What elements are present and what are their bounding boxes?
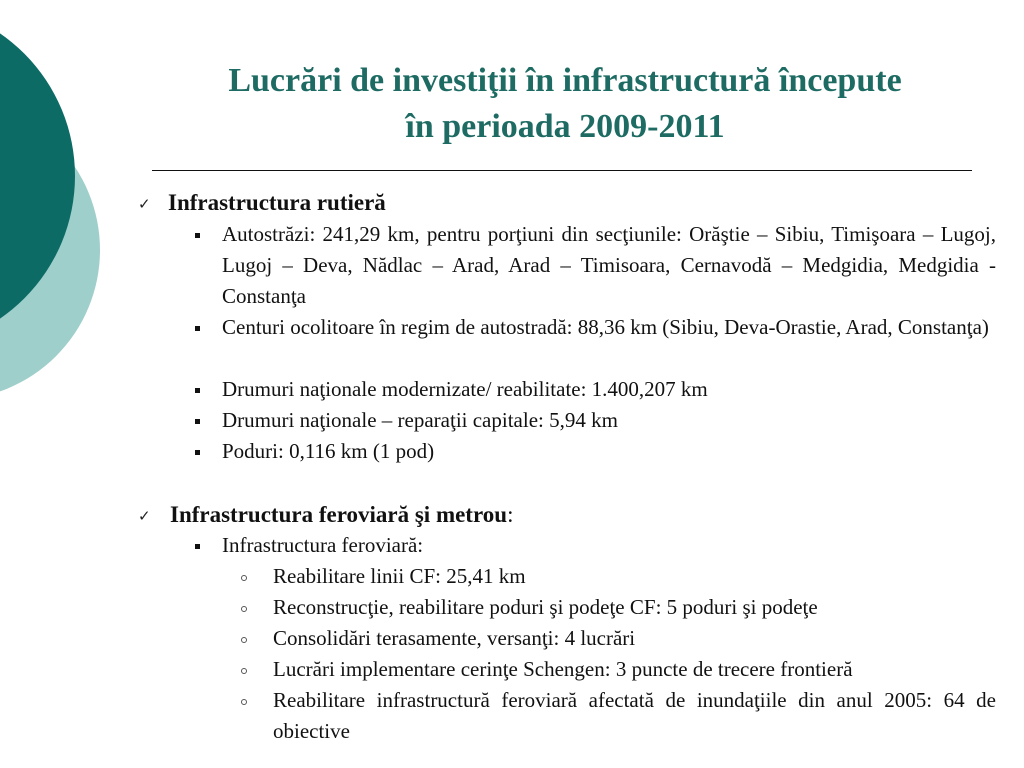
sub-list-item: Consolidări terasamente, versanţi: 4 lucrări — [273, 626, 636, 650]
circle-bullet-icon — [241, 699, 247, 705]
square-bullet-icon — [195, 388, 200, 393]
circle-bullet-icon — [241, 606, 247, 612]
list-item: Centuri ocolitoare în regim de autostradă: 88,36 km (Sibiu, Deva-Orastie, Arad, Constanţa) — [222, 315, 989, 339]
title-line-2: în perioada 2009-2011 — [405, 108, 725, 145]
title-line-1: Lucrări de investiţii în infrastructură începute — [228, 62, 902, 99]
list-item: Drumuri naţionale modernizate/ reabilitate: 1.400,207 km — [222, 377, 708, 401]
sub-list-item: Reabilitare infrastructură feroviară afectată de inundaţiile din anul 2005: 64 de obiective — [273, 688, 996, 743]
section-heading-road: Infrastructura rutieră — [168, 190, 386, 215]
square-bullet-icon — [195, 326, 200, 331]
checkmark-icon: ✓ — [138, 195, 151, 213]
square-bullet-icon — [195, 544, 200, 549]
title-divider — [152, 170, 972, 171]
square-bullet-icon — [195, 419, 200, 424]
section-heading-colon: : — [507, 502, 514, 527]
section-heading-rail-text: Infrastructura feroviară şi metrou — [170, 502, 508, 527]
checkmark-icon: ✓ — [138, 507, 151, 525]
sub-list-item: Reabilitare linii CF: 25,41 km — [273, 564, 526, 588]
section-heading-rail — [170, 502, 513, 528]
circle-bullet-icon — [241, 575, 247, 581]
circle-bullet-icon — [241, 668, 247, 674]
list-item: Poduri: 0,116 km (1 pod) — [222, 439, 435, 463]
slide-title — [150, 58, 980, 150]
list-item: Drumuri naţionale – reparaţii capitale: 5,94 km — [222, 408, 618, 432]
circle-bullet-icon — [241, 637, 247, 643]
sub-list-item: Reconstrucţie, reabilitare poduri şi podeţe CF: 5 poduri şi podeţe — [273, 595, 818, 619]
sub-list-item: Lucrări implementare cerinţe Schengen: 3 puncte de trecere frontieră — [273, 657, 853, 681]
square-bullet-icon — [195, 233, 200, 238]
square-bullet-icon — [195, 450, 200, 455]
list-item: Autostrăzi: 241,29 km, pentru porţiuni din secţiunile: Orăştie – Sibiu, Timişoara – Lugoj, Lugoj – Deva, Nădlac – Arad, Arad – Timisoara, Cernavodă – Medgidia, Medgidia - Constanţa — [222, 222, 996, 308]
list-item: Infrastructura feroviară: — [222, 533, 424, 557]
